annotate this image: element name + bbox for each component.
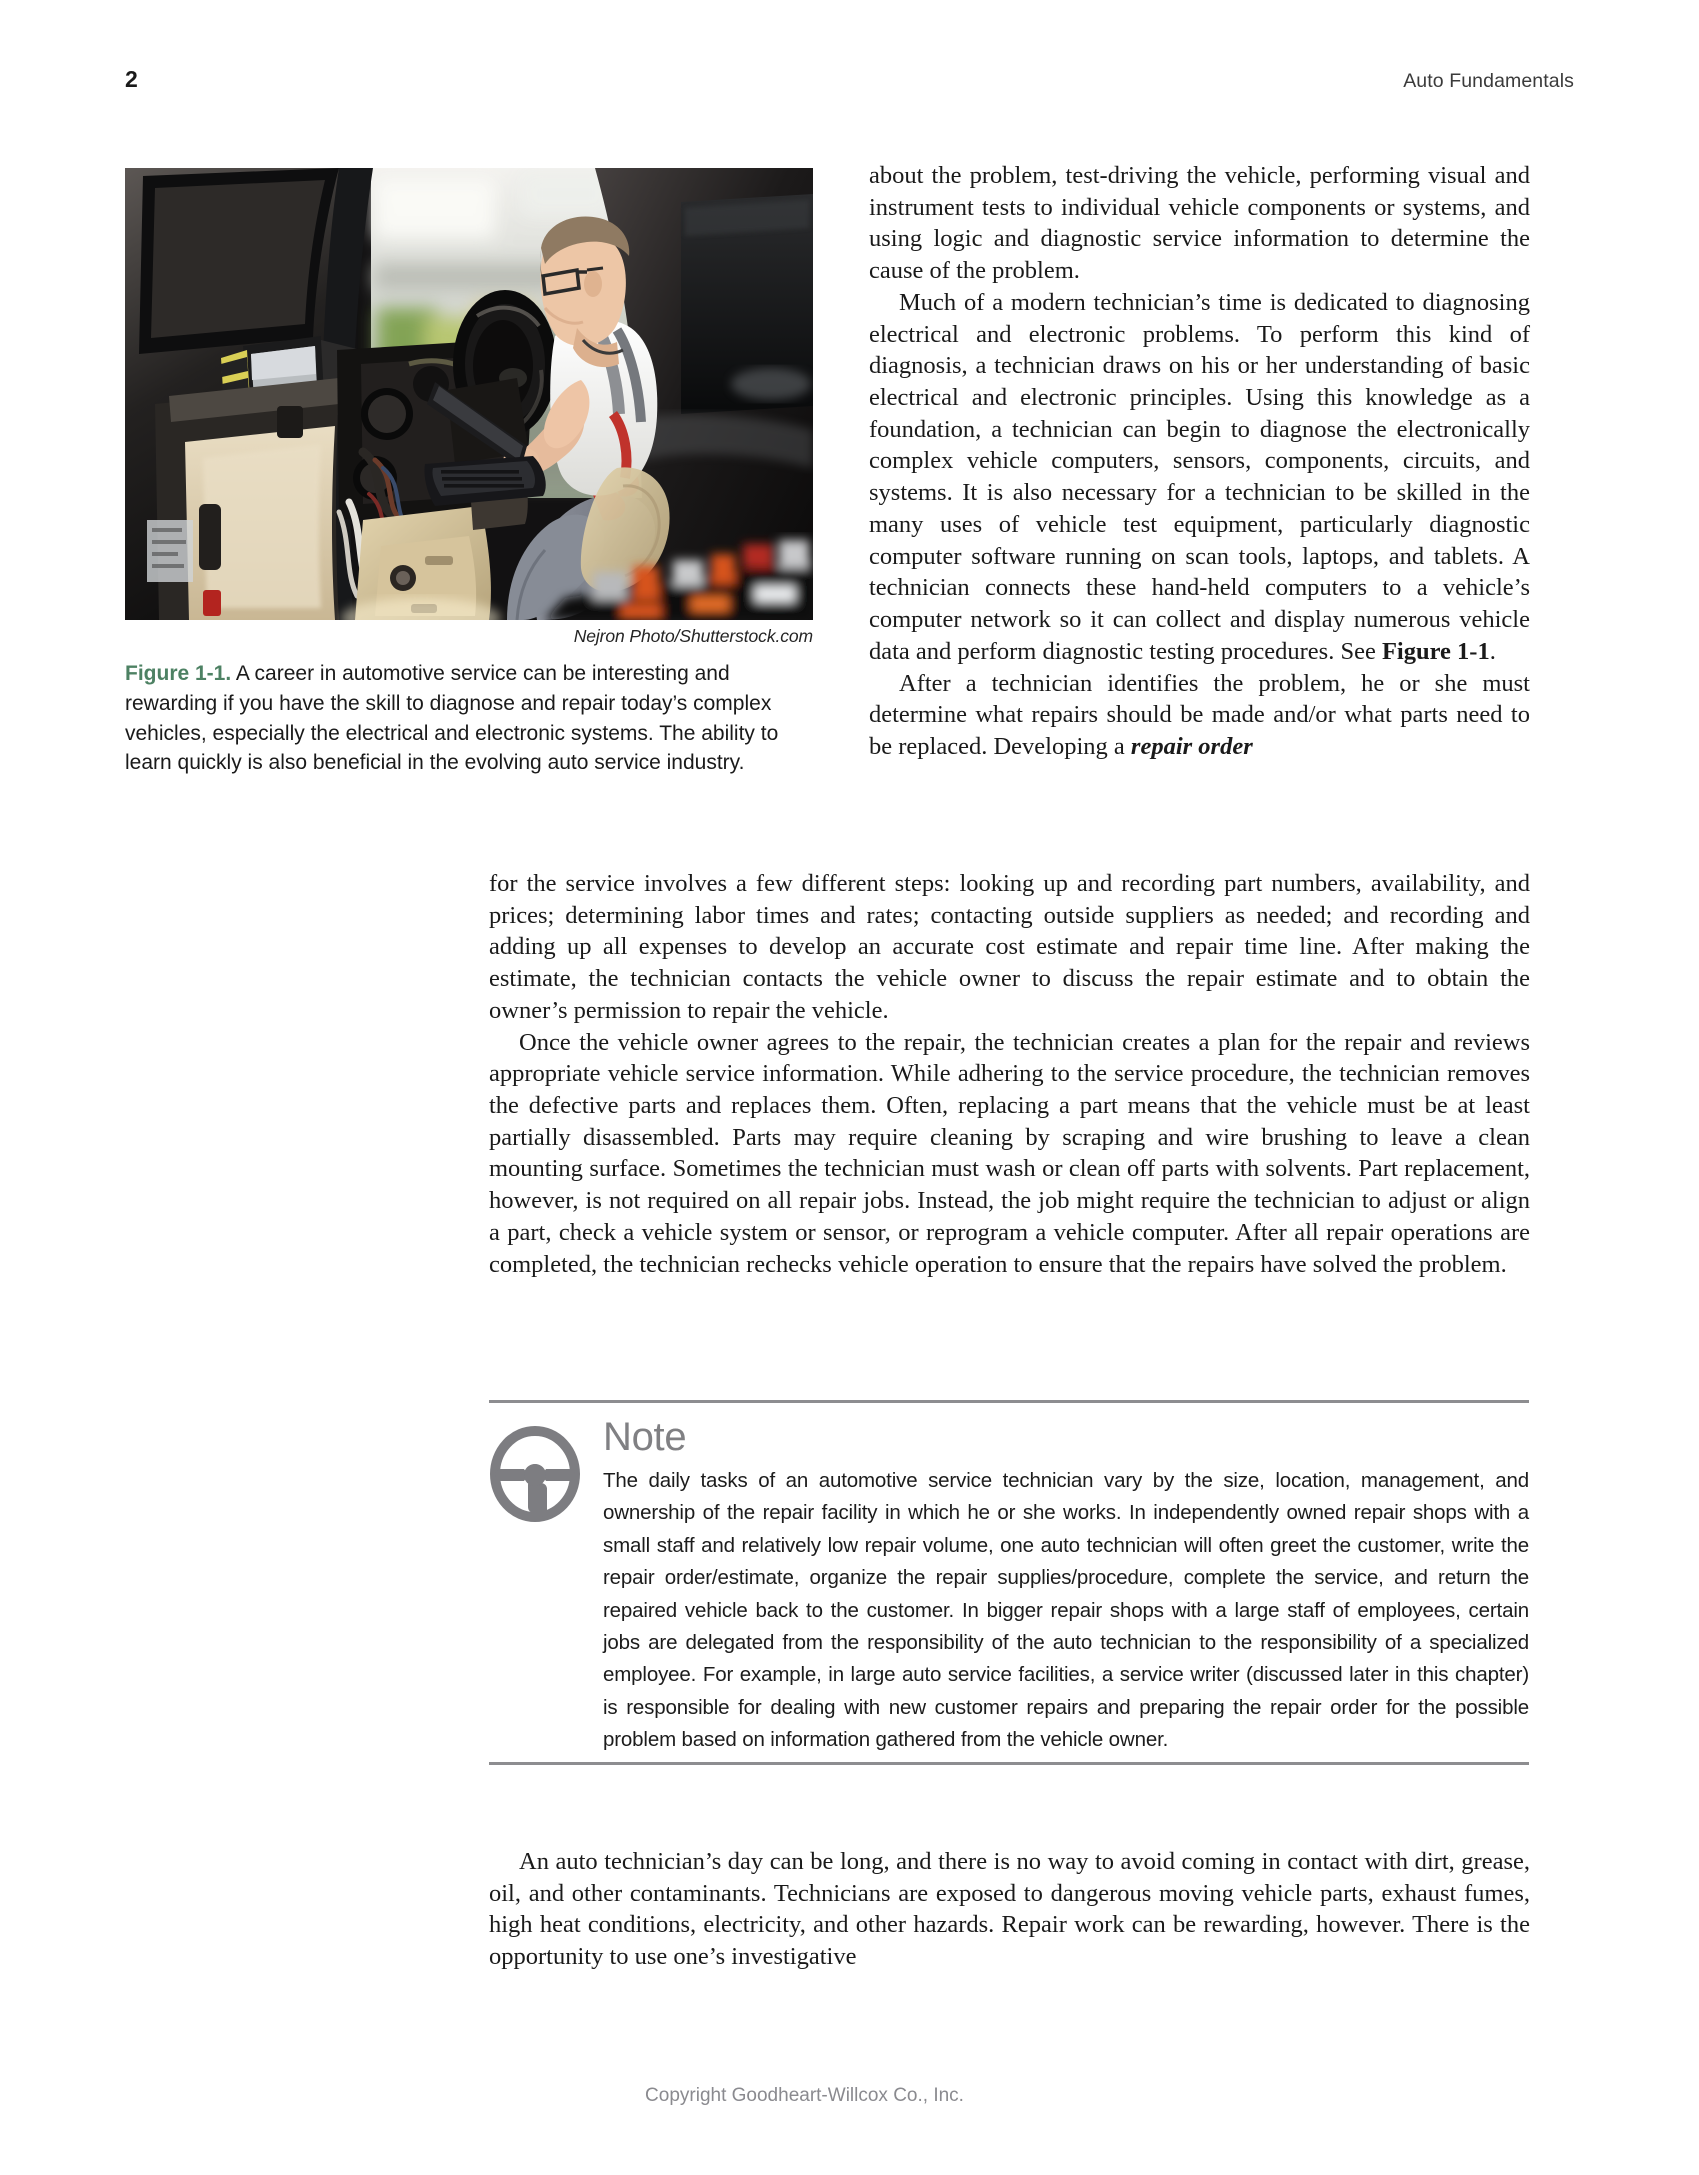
paragraph-5: An auto technician’s day can be long, and there is no way to avoid coming in contact with dirt, grease, oil, and other contaminants. Technicians are exposed to dangerous moving vehicle parts, exhaust fumes, high heat conditions, electricity, and other hazards. Repair work can be rewarding, however. There is the opportunity to use one’s investigative	[489, 1848, 1530, 1971]
figure-caption	[125, 659, 787, 778]
key-term-repair-order: repair order	[1130, 732, 1253, 760]
note-body-text: The daily tasks of an automotive service technician vary by the size, location, management, and ownership of the repair facility in which he or she works. In independently owned repair shops with a small staff and relatively low repair volume, one auto technician will often greet the customer, write the repair order/estimate, organize the repair supplies/procedure, complete the service, and return the repaired vehicle back to the customer. In bigger repair shops with a large staff of employees, certain jobs are delegated from the responsibility of the auto technician to the responsibility of a specialized employee. For example, in large auto service facilities, a service writer (discussed later in this chapter) is responsible for dealing with new customer repairs and preparing the repair order for the possible problem based on information gathered from the vehicle owner.	[603, 1469, 1529, 1751]
note-bottom-rule	[489, 1762, 1529, 1765]
paragraph-3-continued: for the service involves a few different steps: looking up and recording part numbers, availability, and prices; determining labor times and rates; contacting outside suppliers as needed; and recording and adding up all expenses to develop an accurate cost estimate and repair time line. After making the estimate, the technician contacts the vehicle owner to discuss the repair estimate and to obtain the owner’s permission to repair the vehicle.	[489, 870, 1530, 1024]
body-text-lower	[489, 1846, 1530, 1973]
paragraph-2-text-a: Much of a modern technician’s time is dedicated to diagnosing electrical and electronic problems. To perform this kind of diagnosis, a technician draws on his or her understanding of basic electrical and electronic principles. Using this knowledge as a foundation, a technician can begin to diagnose the electronically complex vehicle computers, sensors, components, circuits, and systems. It is also necessary for a technician to be skilled in the many uses of vehicle test equipment, particularly diagnostic computer software running on scan tools, laptops, and tablets. A technician connects these hand-held computers to a vehicle’s computer network so it can collect and display numerous vehicle data and perform diagnostic testing procedures. See	[869, 288, 1530, 665]
note-heading: Note	[603, 1415, 687, 1459]
paragraph-2	[869, 287, 1530, 668]
paragraph-3-text-a: After a technician identifies the problem, he or she must determine what repairs should be made and/or what parts need to be replaced. Developing a	[869, 669, 1530, 760]
steering-wheel-icon	[489, 1417, 581, 1528]
paragraph-1: about the problem, test-driving the vehicle, performing visual and instrument tests to individual vehicle components or systems, and using logic and diagnostic service information to determine the cause of the problem.	[869, 162, 1530, 285]
figure-block	[125, 168, 813, 778]
paragraph-4: Once the vehicle owner agrees to the repair, the technician creates a plan for the repair and reviews appropriate vehicle service information. While adhering to the service procedure, the technician removes the defective parts and replaces them. Often, replacing a part means that the vehicle must be at least partially disassembled. Parts may require cleaning by scraping and wire brushing to leave a clean mounting surface. Sometimes the technician must wash or clean off parts with solvents. Part replacement, however, is not required on all repair jobs. Instead, the job might require the technician to adjust or align a part, check a vehicle system or sensor, or reprogram a vehicle computer. After all repair operations are completed, the technician rechecks vehicle operation to ensure that the repairs have solved the problem.	[489, 1028, 1530, 1278]
figure-photo	[125, 168, 813, 620]
footer-copyright: Copyright Goodheart-Willcox Co., Inc.	[645, 2085, 964, 2106]
figure-caption-text: A career in automotive service can be interesting and rewarding if you have the skill to diagnose and repair today’s complex vehicles, especially the electrical and electronic systems. The ability to learn quickly is also beneficial in the evolving auto service industry.	[125, 662, 779, 775]
figure-reference: Figure 1-1	[1381, 637, 1490, 665]
body-text-upper	[489, 868, 1530, 1280]
book-title: Auto Fundamentals	[1403, 70, 1574, 92]
note-feature-box	[489, 1400, 1529, 1765]
figure-label: Figure 1-1.	[125, 662, 232, 685]
paragraph-2-text-b: .	[1489, 637, 1496, 665]
right-column-text	[869, 160, 1530, 763]
paragraph-3-start	[869, 668, 1530, 763]
running-head	[125, 66, 1574, 96]
page-number: 2	[125, 66, 138, 92]
figure-credit: Nejron Photo/Shutterstock.com	[573, 626, 813, 646]
